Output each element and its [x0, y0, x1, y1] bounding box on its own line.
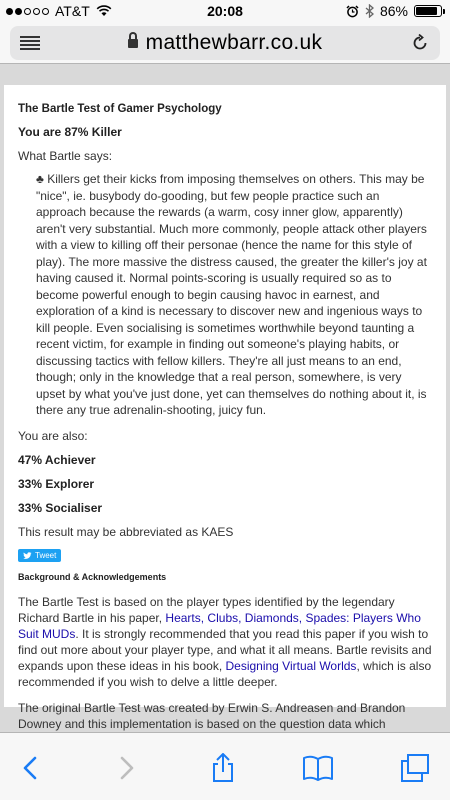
page-title: The Bartle Test of Gamer Psychology — [18, 103, 222, 115]
bookmarks-icon[interactable] — [300, 753, 336, 783]
link-hearts-clubs-paper[interactable]: Hearts, Clubs, Diamonds, Spades: Players Who Suit MUDs — [18, 610, 421, 641]
reload-icon[interactable] — [410, 33, 430, 53]
abbreviation-text: This result may be abbreviated as KAES — [18, 524, 234, 539]
also-label: You are also: — [18, 428, 88, 443]
battery-icon — [414, 5, 442, 17]
tabs-icon[interactable] — [396, 753, 432, 783]
url-text: matthewbarr.co.uk — [145, 31, 323, 54]
tweet-label: Tweet — [35, 550, 57, 560]
p1-text-b: . It is strongly recommended that you read this paper if you wish to find out more about your player type, and what it all means. Bartle revisits and expands upon these ideas in his book, — [18, 626, 432, 673]
alarm-icon — [346, 5, 359, 18]
address-bar[interactable] — [10, 26, 440, 60]
browser-header — [0, 22, 450, 64]
paragraph-background — [18, 594, 432, 690]
carrier-label: AT&T — [55, 3, 90, 19]
lock-icon — [128, 39, 138, 48]
content-card — [4, 85, 446, 731]
stat-explorer: 33% Explorer — [18, 476, 95, 491]
bartle-says-label: What Bartle says: — [18, 149, 113, 163]
twitter-bird-icon — [23, 551, 32, 560]
tweet-button[interactable] — [18, 549, 61, 562]
share-icon[interactable] — [205, 753, 241, 783]
web-content — [0, 65, 450, 732]
status-bar — [0, 0, 450, 22]
bottom-toolbar — [0, 732, 450, 800]
back-icon[interactable] — [14, 753, 50, 783]
battery-percent: 86% — [379, 3, 408, 19]
ack-heading: Background & Acknowledgements — [18, 571, 167, 582]
status-right — [346, 3, 442, 19]
stat-achiever: 47% Achiever — [18, 452, 96, 467]
p1-text-a: The Bartle Test is based on the player types identified by the legendary Richard Bartle in his paper, — [18, 594, 395, 625]
p2-text-a: The original Bartle Test was created by Erwin S. Andreasen and Brandon Downey and this implementation is based on the question data which — [18, 700, 406, 731]
link-designing-virtual-worlds[interactable]: Designing Virtual Worlds — [225, 658, 357, 673]
battery-fill — [416, 7, 437, 15]
bluetooth-icon — [365, 4, 374, 18]
result-heading: You are 87% Killer — [18, 125, 122, 139]
forward-icon[interactable] — [107, 753, 143, 783]
url-display[interactable] — [10, 31, 440, 55]
p1-text-c: , which is also recommended if you wish to delve a little deeper. — [18, 658, 432, 689]
killer-description: ♣ Killers get their kicks from imposing themselves on others. This may be "nice", ie. busybody do-gooding, but few people practice such an approach because the rewards (a warm, cosy inner glow, apparently) aren't very substantial. Much more commonly, people attack other players with a view to killing off their personae (hence the name for this style of play). The more massive the distress caused, the greater the killer's joy at having caused it. Normal points-scoring is usually required so as to become powerful enough to begin causing havoc in earnest, and exploration of a kind is necessary to discover new and ingenious ways to kill people. Even socialising is sometimes worthwhile beyond taunting a recent victim, for example in finding out someone's playing habits, or discussing tactics with fellow killers. They're all just means to an end, though; only in the knowledge that a real person, somewhere, is very upset by what you've just done, yet can themselves do nothing about it, is there any true adrenalin-shooting, juicy fun. — [36, 172, 427, 417]
clock: 20:08 — [207, 3, 243, 19]
stat-socialiser: 33% Socialiser — [18, 500, 103, 515]
